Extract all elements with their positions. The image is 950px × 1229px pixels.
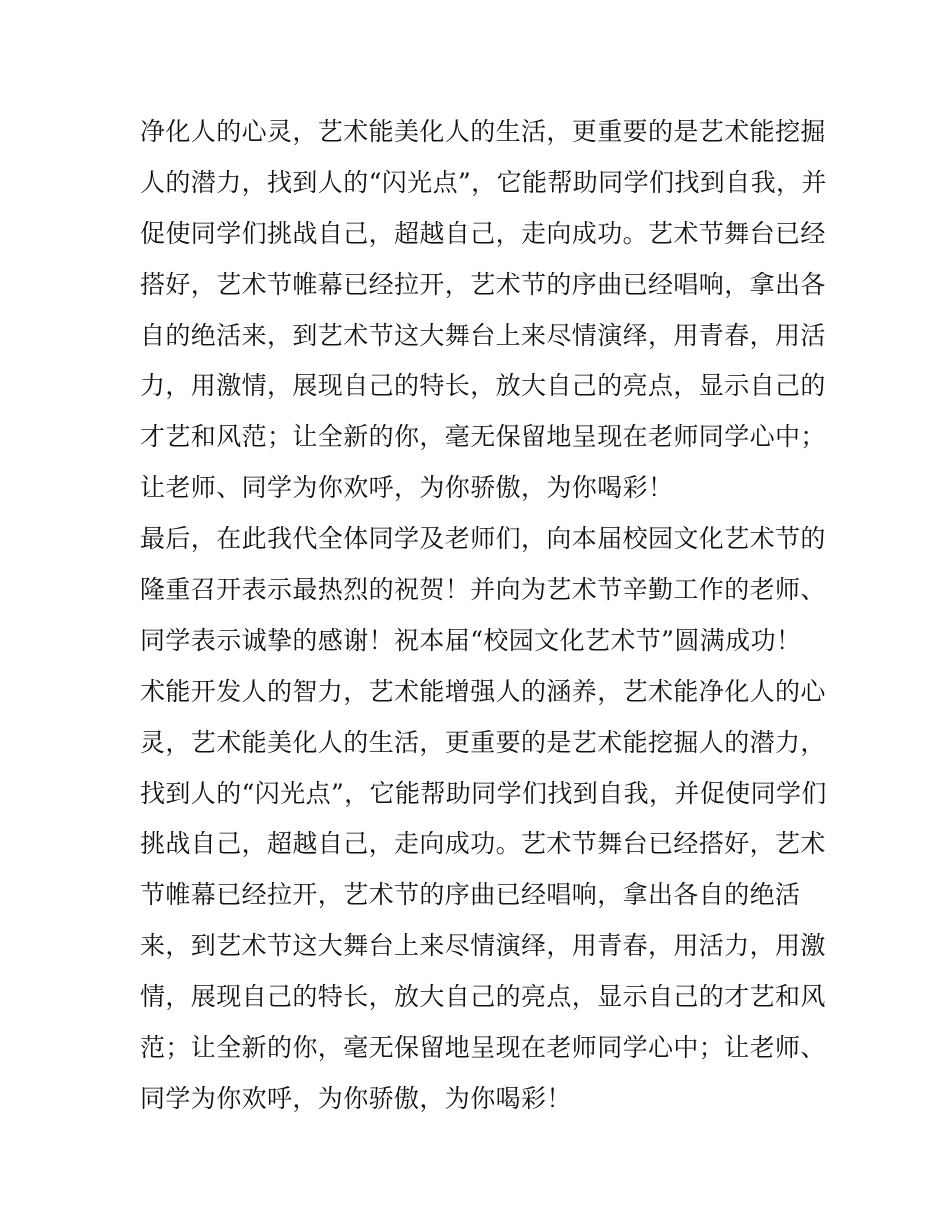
text-line: 才艺和风范；让全新的你，毫无保留地呈现在老师同学心中；: [140, 422, 826, 452]
text-line: 灵，艺术能美化人的生活，更重要的是艺术能挖掘人的潜力，: [140, 727, 826, 757]
text-line: 找到人的“闪光点”，它能帮助同学们找到自我，并促使同学们: [140, 778, 827, 808]
text-line: 同学表示诚挚的感谢！祝本届“校园文化艺术节”圆满成功！: [140, 625, 802, 655]
text-line: 术能开发人的智力，艺术能增强人的涵养，艺术能净化人的心: [140, 676, 826, 706]
text-line: 节帷幕已经拉开，艺术节的序曲已经唱响，拿出各自的绝活: [140, 880, 801, 910]
text-line: 情，展现自己的特长，放大自己的亮点，显示自己的才艺和风: [140, 982, 826, 1012]
text-line: 自的绝活来，到艺术节这大舞台上来尽情演绎，用青春，用活: [140, 320, 826, 350]
text-line: 最后，在此我代全体同学及老师们，向本届校园文化艺术节的: [140, 524, 826, 554]
text-line: 同学为你欢呼，为你骄傲，为你喝彩！: [140, 1083, 572, 1113]
text-line: 挑战自己，超越自己，走向成功。艺术节舞台已经搭好，艺术: [140, 829, 826, 859]
body-text: [140, 107, 827, 1125]
text-line: 搭好，艺术节帷幕已经拉开，艺术节的序曲已经唱响，拿出各: [140, 269, 826, 299]
text-line: 促使同学们挑战自己，超越自己，走向成功。艺术节舞台已经: [140, 218, 826, 248]
text-line: 让老师、同学为你欢呼，为你骄傲，为你喝彩！: [140, 473, 674, 503]
text-line: 净化人的心灵，艺术能美化人的生活，更重要的是艺术能挖掘: [140, 117, 826, 146]
text-line: 人的潜力，找到人的“闪光点”，它能帮助同学们找到自我，并: [140, 167, 827, 197]
text-line: 来，到艺术节这大舞台上来尽情演绎，用青春，用活力，用激: [140, 931, 826, 961]
text-line: 隆重召开表示最热烈的祝贺！并向为艺术节辛勤工作的老师、: [140, 575, 826, 605]
text-line: 力，用激情，展现自己的特长，放大自己的亮点，显示自己的: [140, 371, 826, 401]
text-line: 范；让全新的你，毫无保留地呈现在老师同学心中；让老师、: [140, 1033, 826, 1063]
